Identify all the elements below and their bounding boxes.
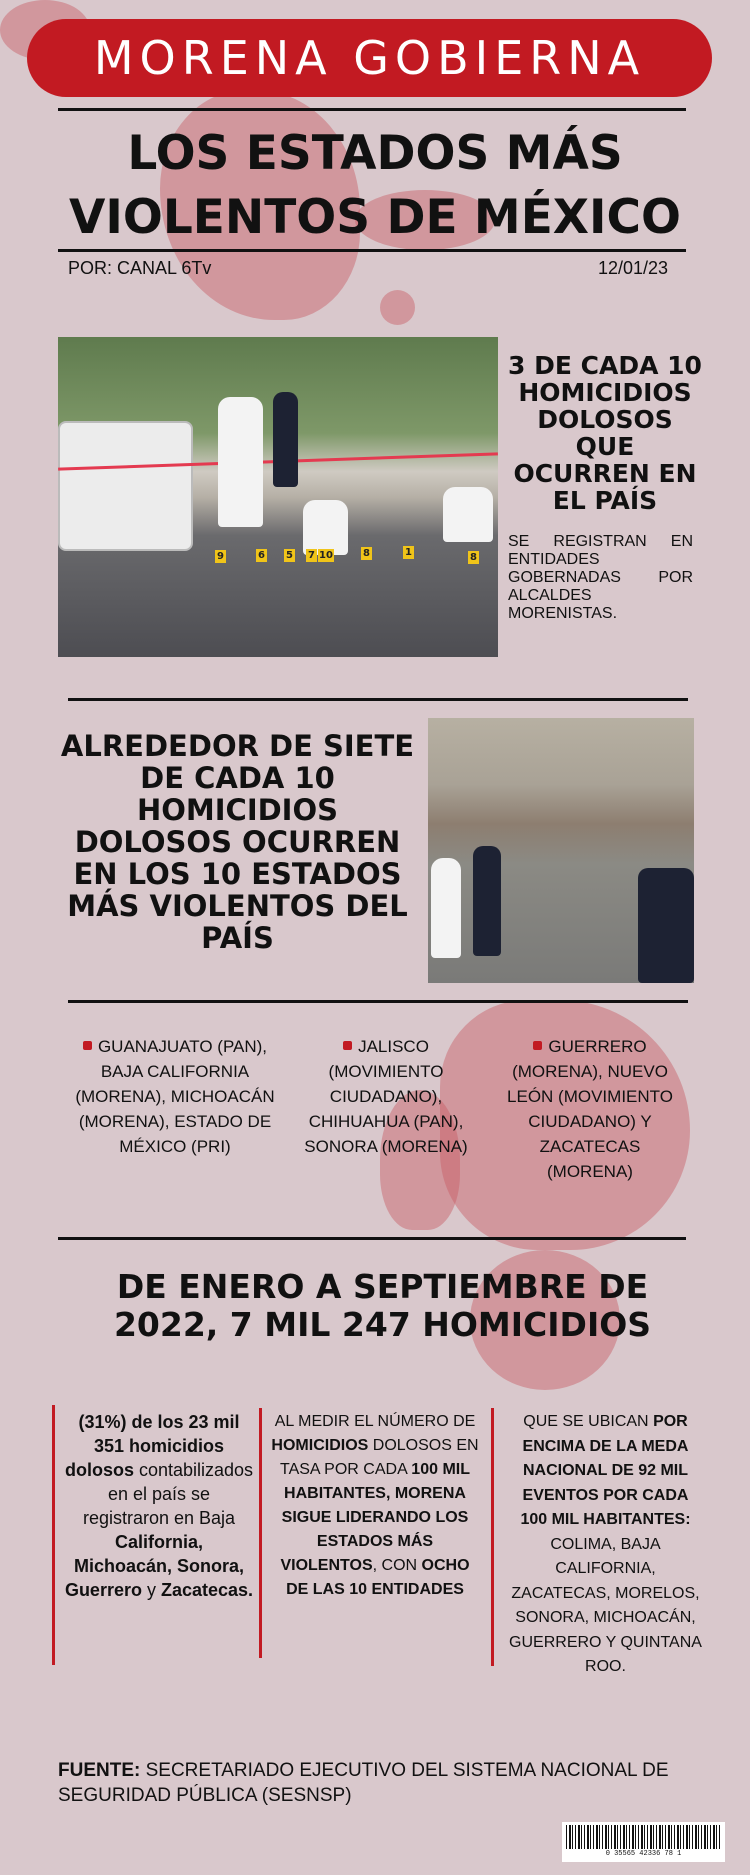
col1-text-2: y <box>141 1580 161 1600</box>
evidence-marker: 1 <box>403 546 414 559</box>
title-line-2: VIOLENTOS DE MÉXICO <box>69 190 681 245</box>
divider <box>68 1000 688 1003</box>
investigator-figure <box>443 487 493 542</box>
evidence-marker: 6 <box>256 549 267 562</box>
divider <box>58 108 686 111</box>
bullet-icon <box>83 1041 92 1050</box>
col1-bold-1: (31%) de los 23 mil 351 homicidios dolosos <box>64 1412 240 1480</box>
title-line-1: LOS ESTADOS MÁS <box>127 126 623 181</box>
col2-bold-3: OCHO DE LAS 10 ENTIDADES <box>286 1557 470 1598</box>
column-bar <box>52 1405 55 1665</box>
col2-text-2: DOLOSOS EN TASA POR CADA <box>280 1437 479 1478</box>
column-bar <box>491 1408 494 1666</box>
barcode-bars <box>566 1825 721 1849</box>
states-text-3: GUERRERO (MORENA), NUEVO LEÓN (MOVIMIENTO CIUDADANO) Y ZACATECAS (MORENA) <box>507 1037 673 1181</box>
officer-figure <box>273 392 298 487</box>
byline-author: POR: CANAL 6Tv <box>68 258 212 278</box>
col1-bold-3: Zacatecas. <box>160 1580 254 1600</box>
column-2 <box>270 1410 480 1602</box>
col3-text-2: COLIMA, BAJA CALIFORNIA, ZACATECAS, MORELOS, SONORA, MICHOACÁN, GUERRERO Y QUINTANA ROO. <box>509 1535 702 1675</box>
divider <box>58 1237 686 1240</box>
divider <box>68 698 688 701</box>
investigator-figure <box>303 500 348 555</box>
evidence-marker: 8 <box>361 547 372 560</box>
section3-heading: DE ENERO A SEPTIEMBRE DE 2022, 7 MIL 247 HOMICIDIOS <box>113 1267 652 1344</box>
col2-text-1: AL MEDIR EL NÚMERO DE <box>274 1413 476 1430</box>
states-list-1 <box>70 1034 280 1159</box>
col1-bold-2: California, Michoacán, Sonora, Guerrero <box>64 1532 245 1600</box>
section2-heading: ALREDEDOR DE SIETE DE CADA 10 HOMICIDIOS DOLOSOS OCURREN EN LOS 10 ESTADOS MÁS VIOLENTOS DEL PAÍS <box>60 729 415 955</box>
source-note <box>58 1758 708 1808</box>
evidence-marker: 9 <box>215 550 226 563</box>
barcode <box>562 1822 725 1862</box>
col3-bold-1: POR ENCIMA DE LA MEDA NACIONAL DE 92 MIL EVENTOS POR CADA 100 MIL HABITANTES: <box>520 1413 691 1528</box>
section1-heading: 3 DE CADA 10 HOMICIDIOS DOLOSOS QUE OCURREN EN EL PAÍS <box>508 351 702 515</box>
car-shape <box>58 421 193 551</box>
column-bar <box>259 1408 262 1658</box>
col2-text-3: , CON <box>372 1557 422 1574</box>
divider <box>58 249 686 252</box>
officer-figure <box>473 846 501 956</box>
column-1 <box>64 1410 254 1602</box>
barcode-number: 0 35565 42336 78 1 <box>605 1850 682 1858</box>
states-list-2 <box>296 1034 476 1159</box>
crime-scene-photo <box>58 337 498 657</box>
investigator-figure <box>431 858 461 958</box>
page-title <box>40 122 710 250</box>
evidence-marker: 8 <box>468 551 479 564</box>
investigator-figure <box>218 397 263 527</box>
source-label: FUENTE: <box>58 1760 141 1781</box>
evidence-marker: 7 <box>306 549 317 562</box>
col3-text-1: QUE SE UBICAN <box>523 1413 654 1430</box>
evidence-marker: 5 <box>284 549 295 562</box>
states-list-3 <box>500 1034 680 1184</box>
bullet-icon <box>343 1041 352 1050</box>
officer-figure <box>638 868 694 983</box>
byline-date: 12/01/23 <box>598 258 669 278</box>
street-scene-photo <box>428 718 694 983</box>
splatter-decoration <box>380 290 415 325</box>
banner <box>27 19 712 97</box>
col2-bold-1: HOMICIDIOS <box>271 1437 369 1454</box>
column-3 <box>508 1410 703 1680</box>
col1-text-1: contabilizados en el país se registraron en Baja <box>82 1460 254 1528</box>
bullet-icon <box>533 1041 542 1050</box>
evidence-marker: 10 <box>319 550 333 561</box>
states-text-1: GUANAJUATO (PAN), BAJA CALIFORNIA (MORENA), MICHOACÁN (MORENA), ESTADO DE MÉXICO (PRI) <box>75 1037 275 1156</box>
source-text: SECRETARIADO EJECUTIVO DEL SISTEMA NACIONAL DE SEGURIDAD PÚBLICA (SESNSP) <box>58 1760 669 1806</box>
banner-title: MORENA GOBIERNA <box>93 31 646 85</box>
col2-bold-2: 100 MIL HABITANTES, MORENA SIGUE LIDERANDO LOS ESTADOS MÁS VIOLENTOS <box>280 1461 470 1574</box>
states-text-2: JALISCO (MOVIMIENTO CIUDADANO), CHIHUAHUA (PAN), SONORA (MORENA) <box>304 1037 468 1156</box>
section1-body: SE REGISTRAN EN ENTIDADES GOBERNADAS POR ALCALDES MORENISTAS. <box>508 533 693 622</box>
